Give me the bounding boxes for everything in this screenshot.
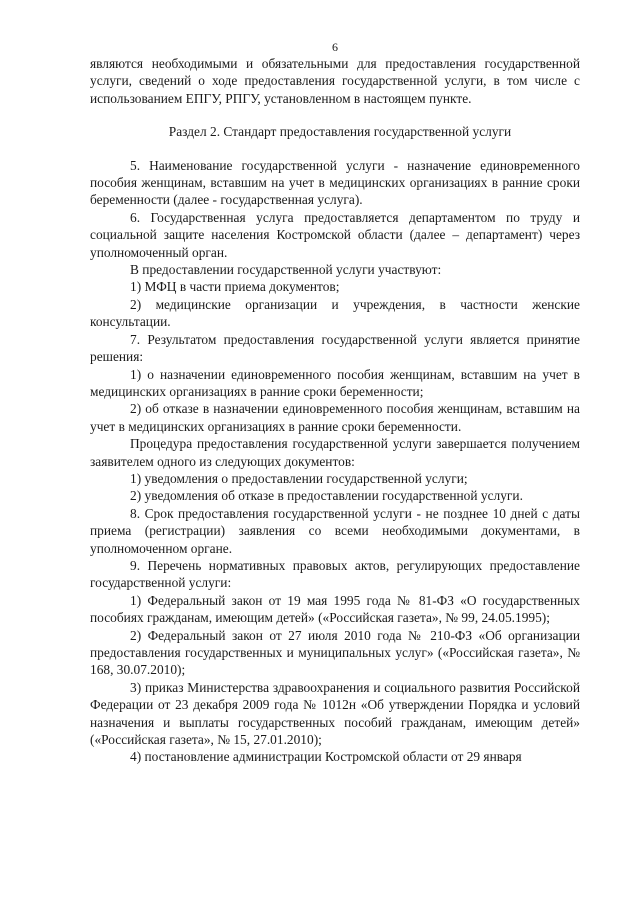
page-number: 6 — [332, 40, 338, 54]
legal-act-1: 1) Федеральный закон от 19 мая 1995 года № 81-ФЗ «О государственных пособиях гражданам, имеющим детей» («Российская газета», № 99, 24.05.1995); — [90, 592, 580, 626]
paragraph-item-6: 6. Государственная услуга предоставляется департаментом по труду и социальной защите населения Костромской области (далее – департамент) через уполномоченный орган. — [90, 209, 580, 260]
paragraph-item-7: 7. Результатом предоставления государственной услуги является принятие решения: — [90, 331, 580, 365]
paragraph-item-8: 8. Срок предоставления государственной услуги - не позднее 10 дней с даты приема (регистрации) заявления со всеми необходимыми документами, в уполномоченном органе. — [90, 505, 580, 556]
legal-act-3: 3) приказ Министерства здравоохранения и социального развития Российской Федерации от 23 декабря 2009 года № 1012н «Об утверждении Порядка и условий назначения и выплаты государственных пособий гражданам, имеющим детей» («Российская газета», № 15, 27.01.2010); — [90, 679, 580, 748]
participants-heading: В предоставлении государственной услуги участвуют: — [130, 262, 442, 278]
result-refuse: 2) об отказе в назначении единовременного пособия женщинам, вставшим на учет в медицинских организациях в ранние сроки беременности. — [90, 401, 580, 434]
result-grant: 1) о назначении единовременного пособия женщинам, вставшим на учет в медицинских организациях в ранние сроки беременности; — [90, 366, 580, 399]
paragraph-item-9: 9. Перечень нормативных правовых актов, регулирующих предоставление государственной услуги: — [90, 557, 580, 591]
notification-grant: 1) уведомления о предоставлении государственной услуги; — [130, 470, 468, 486]
paragraph-item-5: 5. Наименование государственной услуги - назначение единовременного пособия женщинам, вставшим на учет в медицинских организациях в ранние сроки беременности (далее - государственная услуга). — [90, 157, 580, 208]
procedure-paragraph: Процедура предоставления государственной услуги завершается получением заявителем одного из следующих документов: — [90, 436, 580, 469]
legal-act-2: 2) Федеральный закон от 27 июля 2010 года № 210-ФЗ «Об организации предоставления государственных и муниципальных услуг» («Российская газета», № 168, 30.07.2010); — [90, 627, 580, 678]
legal-act-4: 4) постановление администрации Костромской области от 29 января — [130, 749, 522, 765]
notification-refuse: 2) уведомления об отказе в предоставлении государственной услуги. — [130, 488, 523, 504]
participant-medical: 2) медицинские организации и учреждения, в частности женские консультации. — [90, 296, 580, 330]
participant-mfc: 1) МФЦ в части приема документов; — [130, 279, 340, 295]
section-title: Раздел 2. Стандарт предоставления государственной услуги — [168, 124, 512, 140]
intro-paragraph: являются необходимыми и обязательными для предоставления государственной услуги, сведений о ходе предоставления государственной услуги, в том числе с использованием ЕПГУ, РПГУ, установленном в настоящем пункте. — [90, 56, 580, 106]
